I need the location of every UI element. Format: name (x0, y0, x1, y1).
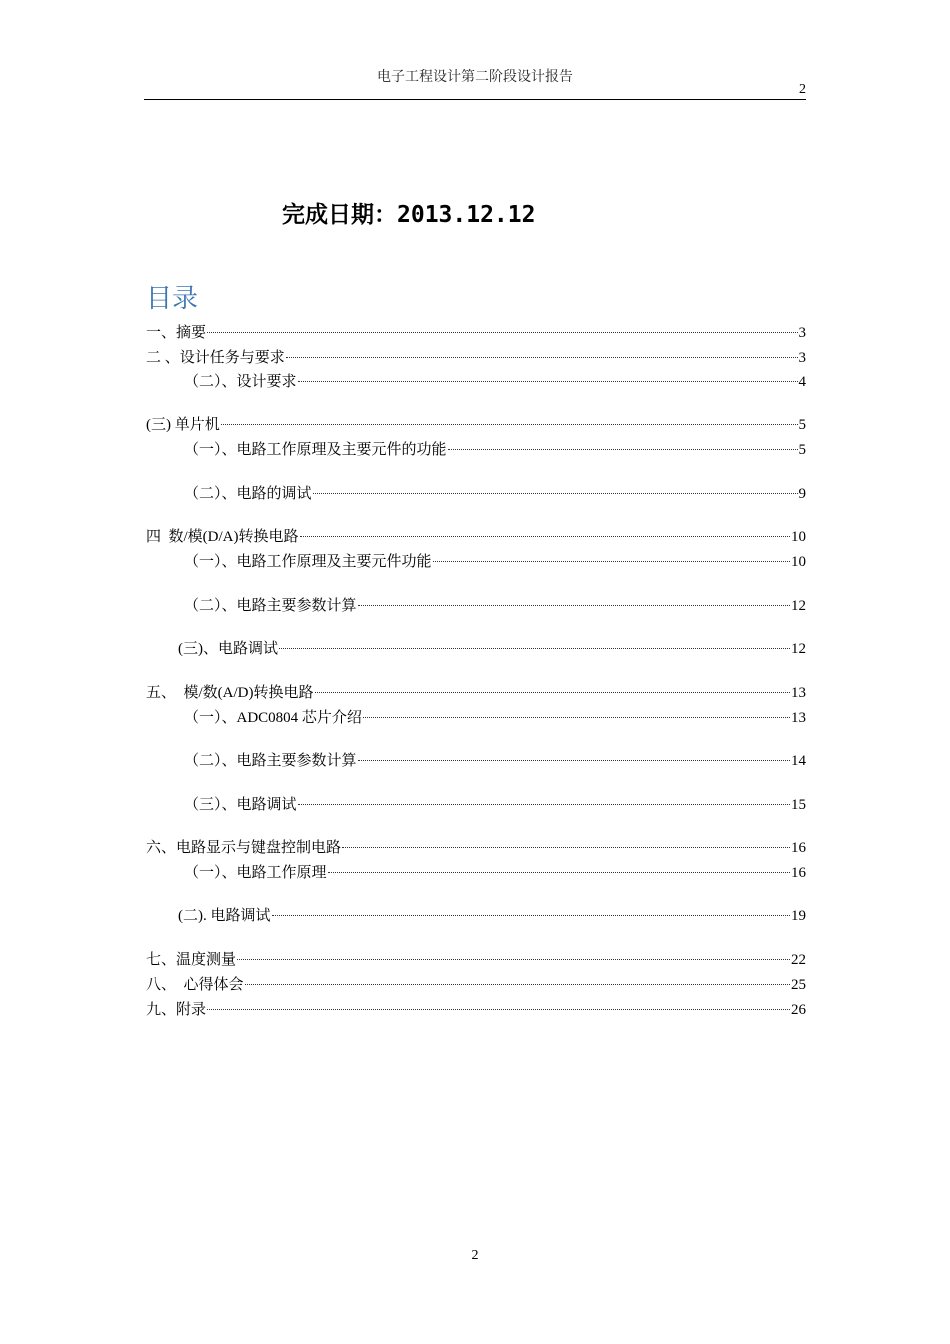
toc-entry-page: 5 (798, 442, 806, 458)
toc-leader-dots (298, 381, 798, 382)
toc-entry[interactable] (178, 639, 806, 659)
toc-entry-label: 九、附录 (146, 1002, 207, 1018)
toc-entry[interactable] (184, 751, 806, 771)
toc-entry-label: （二）、电路的调试 (184, 486, 312, 502)
toc-entry-page: 26 (791, 1002, 806, 1018)
toc-entry[interactable] (146, 950, 806, 970)
header-divider (144, 99, 806, 100)
toc-entry[interactable] (184, 708, 806, 728)
toc-leader-dots (237, 959, 790, 960)
toc-entry[interactable] (146, 838, 806, 858)
toc-entry-page: 9 (798, 486, 806, 502)
toc-entry-label: 二 、设计任务与要求 (146, 350, 285, 366)
toc-entry-page: 16 (791, 865, 806, 881)
toc-entry-page: 13 (791, 710, 806, 726)
toc-entry-page: 15 (791, 797, 806, 813)
toc-entry[interactable] (146, 348, 806, 368)
toc-entry-page: 22 (791, 952, 806, 968)
toc-leader-dots (358, 760, 790, 761)
toc-leader-dots (286, 357, 798, 358)
toc-leader-dots (272, 915, 791, 916)
toc-entry-page: 13 (791, 685, 806, 701)
toc-entry[interactable] (184, 596, 806, 616)
toc-leader-dots (358, 605, 790, 606)
header-page-number: 2 (799, 82, 806, 97)
toc-entry-label: 五、 模/数(A/D)转换电路 (146, 685, 314, 701)
toc-entry[interactable] (184, 552, 806, 572)
toc-entry[interactable] (184, 795, 806, 815)
toc-entry[interactable] (146, 683, 806, 703)
toc-entry-label: （二）、设计要求 (184, 374, 297, 390)
toc-entry[interactable] (146, 323, 806, 343)
toc-entry[interactable] (184, 863, 806, 883)
toc-entry-label: (三)、电路调试 (178, 641, 278, 657)
toc-leader-dots (313, 493, 798, 494)
running-header-title: 电子工程设计第二阶段设计报告 (377, 70, 573, 85)
toc-entry[interactable] (146, 975, 806, 995)
toc-entry[interactable] (184, 372, 806, 392)
toc-leader-dots (207, 332, 797, 333)
toc-entry-label: （一）、电路工作原理及主要元件功能 (184, 554, 432, 570)
toc-leader-dots (448, 449, 798, 450)
toc-entry-label: (二). 电路调试 (178, 908, 271, 924)
toc-leader-dots (363, 717, 790, 718)
toc-leader-dots (315, 692, 791, 693)
toc-entry-label: (三) 单片机 (146, 417, 220, 433)
toc-heading: 目录 (146, 284, 199, 314)
toc-entry-label: 四 数/模(D/A)转换电路 (146, 529, 299, 545)
toc-entry[interactable] (178, 906, 806, 926)
toc-entry-page: 10 (791, 554, 806, 570)
toc-entry-page: 5 (798, 417, 806, 433)
completion-date: 完成日期：2013.12.12 (282, 202, 536, 228)
toc-entry-label: （一）、ADC0804 芯片介绍 (184, 710, 362, 726)
toc-entry-page: 14 (791, 753, 806, 769)
toc-entry-page: 3 (798, 350, 806, 366)
toc-entry-page: 4 (798, 374, 806, 390)
toc-entry-label: （二）、电路主要参数计算 (184, 598, 357, 614)
toc-entry-label: 一、摘要 (146, 325, 207, 341)
toc-leader-dots (207, 1009, 790, 1010)
toc-entry-label: 六、电路显示与键盘控制电路 (146, 840, 342, 856)
toc-entry-label: 七、温度测量 (146, 952, 237, 968)
toc-entry-label: （二）、电路主要参数计算 (184, 753, 357, 769)
toc-entry[interactable] (146, 1000, 806, 1020)
toc-entry[interactable] (184, 440, 806, 460)
toc-entry-label: 八、 心得体会 (146, 977, 244, 993)
toc-entry-page: 19 (791, 908, 806, 924)
toc-leader-dots (433, 561, 790, 562)
toc-entry-label: （一）、电路工作原理及主要元件的功能 (184, 442, 447, 458)
toc-entry-page: 12 (791, 598, 806, 614)
toc-entry-page: 16 (791, 840, 806, 856)
toc-leader-dots (328, 872, 790, 873)
toc-leader-dots (300, 536, 791, 537)
toc-leader-dots (279, 648, 790, 649)
toc-leader-dots (221, 424, 798, 425)
footer-page-number: 2 (471, 1248, 479, 1263)
toc-leader-dots (342, 847, 790, 848)
toc-leader-dots (298, 804, 790, 805)
toc-entry[interactable] (146, 527, 806, 547)
toc-leader-dots (245, 984, 790, 985)
toc-entry-page: 12 (791, 641, 806, 657)
toc-entry[interactable] (146, 415, 806, 435)
toc-entry-page: 3 (798, 325, 806, 341)
toc-entry-page: 10 (791, 529, 806, 545)
toc-entry-label: （三）、电路调试 (184, 797, 297, 813)
toc-entry-page: 25 (791, 977, 806, 993)
toc-entry-label: （一）、电路工作原理 (184, 865, 327, 881)
toc-entry[interactable] (184, 484, 806, 504)
